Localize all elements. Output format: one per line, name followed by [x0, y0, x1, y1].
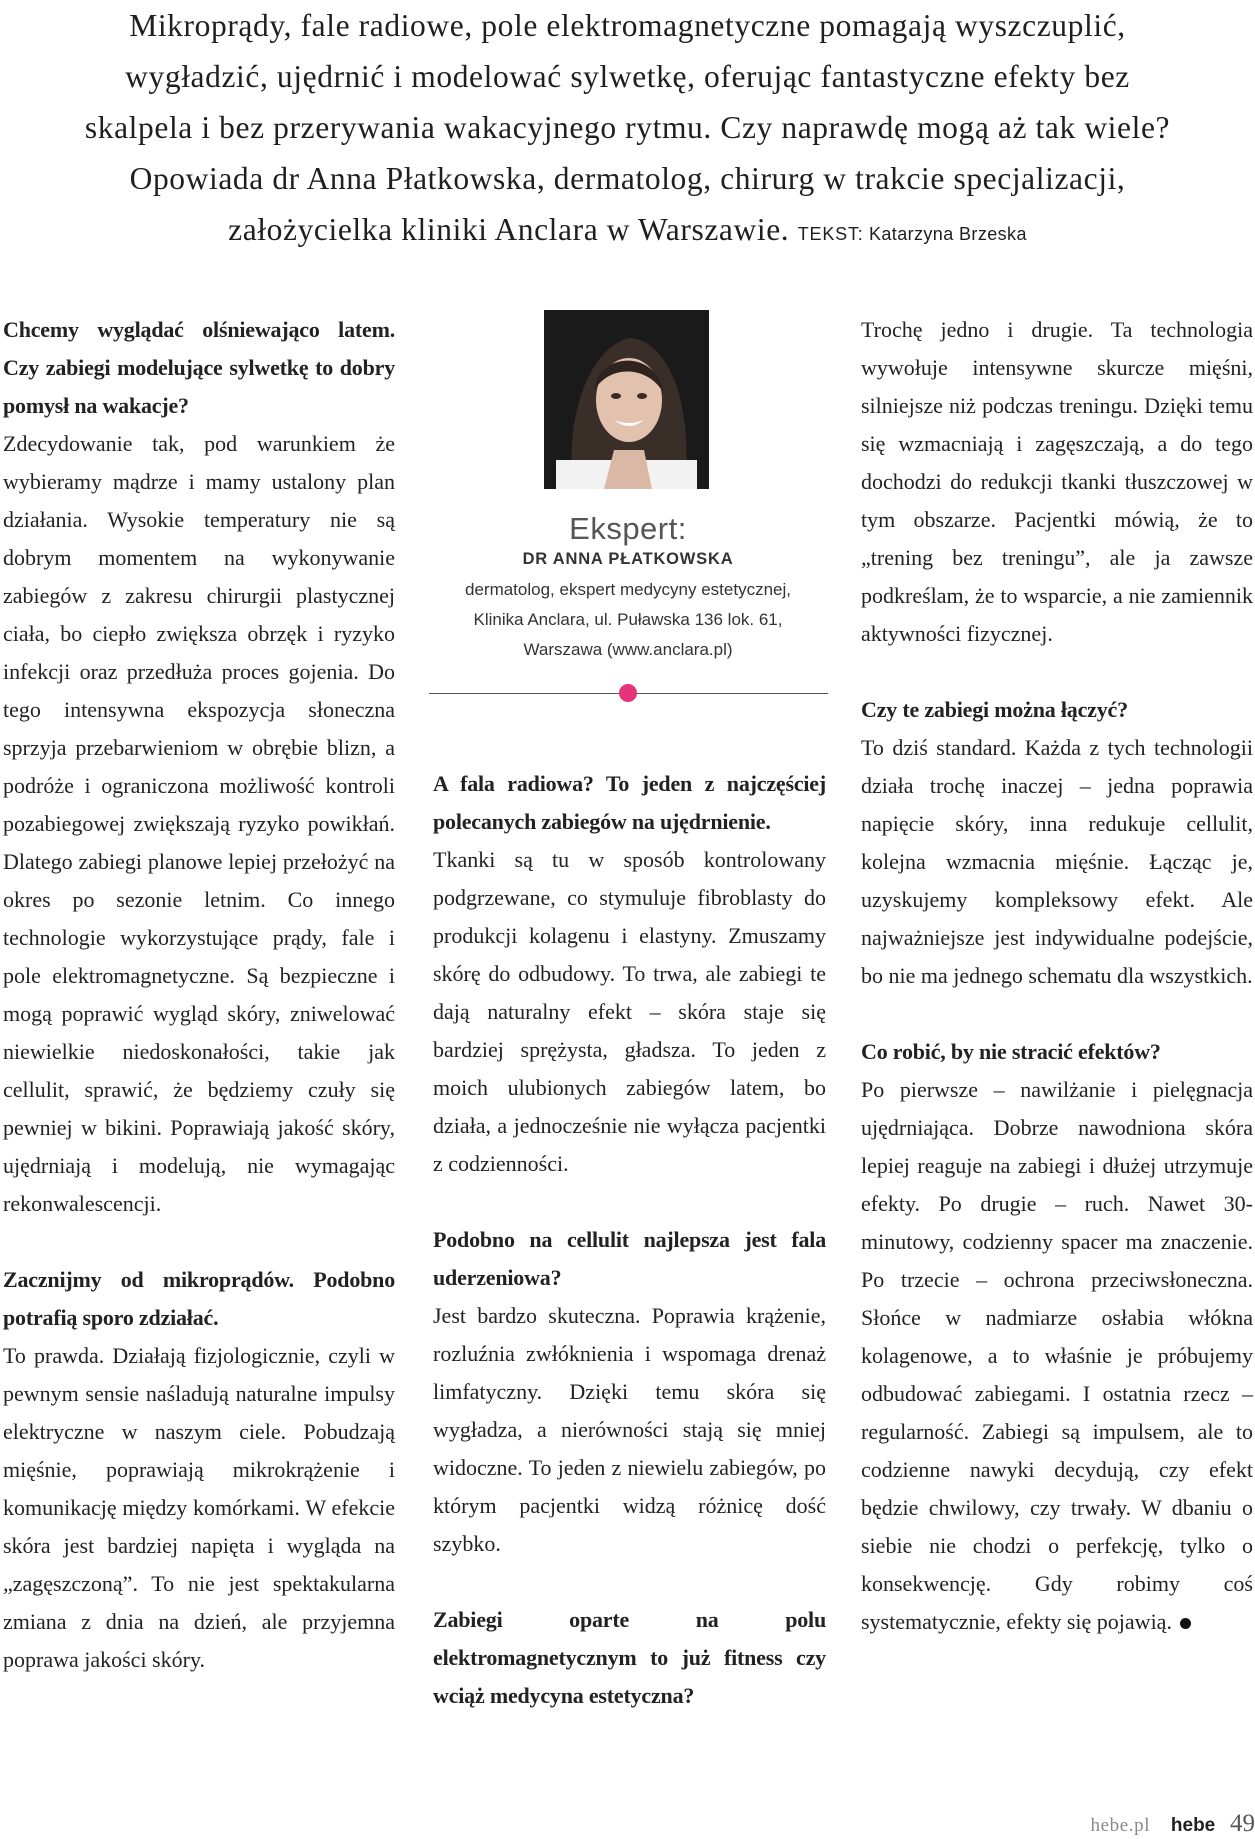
expert-photo — [544, 310, 709, 489]
end-mark-icon — [1180, 1618, 1191, 1629]
answer: Po pierwsze – nawilżanie i pielęgnacja ujędrniająca. Dobrze nawodniona skóra lepiej reaguje na zabiegi i dłużej utrzymuje efekty. Po drugie – ruch. Nawet 30-minutowy, codzienny spacer ma znaczenie. Po trzecie – ochrona przeciwsłoneczna. Słońce w nadmiarze osłabia włókna kolagenowe, a to właśnie je próbujemy odbudować zabiegami. I ostatnia rzecz – regularność. Zabiegi są impulsem, ale to codzienne nawyki decydują, czy efekt będzie chwilowy, czy trwały. W dbaniu o siebie nie chodzi o perfekcję, tylko o konsekwencję. Gdy robimy coś systematycznie, efekty się pojawią. — [861, 1077, 1253, 1634]
divider-dot — [619, 684, 637, 702]
question: Podobno na cellulit najlepsza jest fala uderzeniowa? — [433, 1227, 826, 1290]
page-number: 49 — [1230, 1810, 1255, 1837]
author-credit — [798, 224, 1027, 244]
question: Chcemy wyglądać olśniewająco latem. Czy zabiegi modelujące sylwetkę to dobry pomysł na wakacje? — [3, 317, 395, 418]
expert-desc-line: Warszawa (www.anclara.pl) — [523, 640, 733, 659]
answer-final — [861, 1071, 1253, 1641]
expert-desc-line: dermatolog, ekspert medycyny estetycznej, — [465, 580, 791, 599]
answer: Tkanki są tu w sposób kontrolowany podgrzewane, co stymuluje fibroblasty do produkcji kolagenu i elastyny. Zmuszamy skórę do odbudowy. To trwa, ale zabiegi te dają naturalny efekt – skóra staje się bardziej sprężysta, gładsza. To jeden z moich ulubionych zabiegów latem, bo działa, a jednocześnie nie wyłącza pacjentki z codzienności. — [433, 847, 826, 1176]
footer-site: hebe.pl — [1090, 1815, 1151, 1836]
article-intro — [14, 0, 1241, 260]
expert-name: DR ANNA PŁATKOWSKA — [522, 550, 734, 568]
answer: Trochę jedno i drugie. Ta technologia wywołuje intensywne skurcze mięśni, silniejsze niż podczas treningu. Dzięki temu się wzmacniają i zagęszczają, a do tego dochodzi do redukcji tkanki tłuszczowej w tym obszarze. Pacjentki mówią, że to „trening bez treningu”, ale ja zawsze podkreślam, że to wsparcie, a nie zamiennik aktywności fizycznej. — [861, 317, 1253, 646]
intro-line: wygładzić, ujędrnić i modelować sylwetkę, oferując fantastyczne efekty bez — [125, 59, 1130, 94]
intro-line: Mikroprądy, fale radiowe, pole elektromagnetyczne pomagają wyszczuplić, — [129, 8, 1126, 43]
question: Zacznijmy od mikroprądów. Podobno potrafią sporo zdziałać. — [3, 1267, 395, 1330]
column-middle — [433, 765, 826, 1715]
credit-label: TEKST: — [797, 224, 864, 244]
expert-desc-line: Klinika Anclara, ul. Puławska 136 lok. 61, — [473, 610, 783, 629]
intro-line: założycielka kliniki Anclara w Warszawie. — [228, 212, 790, 247]
answer: Jest bardzo skuteczna. Poprawia krążenie, rozluźnia zwłóknienia i wspomaga drenaż limfatyczny. Dzięki temu skóra się wygładza, a nierówności stają się mniej widoczne. To jeden z niewielu zabiegów, po którym pacjentki widzą różnicę dość szybko. — [433, 1303, 826, 1556]
question: A fala radiowa? To jeden z najczęściej polecanych zabiegów na ujędrnienie. — [433, 771, 826, 834]
credit-author: Katarzyna Brzeska — [868, 224, 1027, 244]
answer: To dziś standard. Każda z tych technologii działa trochę inaczej – jedna poprawia napięcie skóry, inna redukuje cellulit, kolejna wzmacnia mięśnie. Łącząc je, uzyskujemy kompleksowy efekt. Ale najważniejsze jest indywidualne podejście, bo nie ma jednego schematu dla wszystkich. — [861, 735, 1253, 988]
expert-title: Ekspert: — [569, 511, 687, 546]
page-footer — [1091, 1810, 1255, 1838]
expert-box — [428, 310, 828, 699]
answer: Zdecydowanie tak, pod warunkiem że wybieramy mądrze i mamy ustalony plan działania. Wysokie temperatury nie są dobrym momentem na wykonywanie zabiegów z zakresu chirurgii plastycznej ciała, bo ciepło zwiększa obrzęk i ryzyko infekcji oraz przedłuża proces gojenia. Do tego intensywna ekspozycja słoneczna sprzyja przebarwieniom w obrębie blizn, a podróże i ograniczona możliwość kontroli pozabiegowej zwiększają ryzyko powikłań. Dlatego zabiegi planowe lepiej przełożyć na okres po sezonie letnim. Co innego technologie wykorzystujące prądy, fale i pole elektromagnetyczne. Są bezpieczne i mogą poprawić wygląd skóry, zniwelować niewielkie niedoskonałości, takie jak cellulit, sprawić, że będziemy czuły się pewniej w bikini. Poprawiają jakość skóry, ujędrniają i modelują, nie wymagając rekonwalescencji. — [3, 431, 395, 1216]
column-left — [3, 311, 395, 1679]
column-right — [861, 311, 1253, 1641]
question: Czy te zabiegi można łączyć? — [861, 697, 1128, 722]
expert-description — [428, 575, 828, 665]
question: Co robić, by nie stracić efektów? — [861, 1039, 1161, 1064]
footer-brand-logo: hebe — [1170, 1815, 1216, 1836]
portrait-image — [544, 310, 709, 489]
intro-line: skalpela i bez przerywania wakacyjnego rytmu. Czy naprawdę mogą aż tak wiele? — [84, 110, 1171, 145]
divider — [428, 687, 828, 699]
answer: To prawda. Działają fizjologicznie, czyli w pewnym sensie naśladują naturalne impulsy elektryczne w naszym ciele. Pobudzają mięśnie, poprawiają mikrokrążenie i komunikację między komórkami. W efekcie skóra jest bardziej napięta i wygląda na „zagęszczoną”. To nie jest spektakularna zmiana z dnia na dzień, ale przyjemna poprawa jakości skóry. — [3, 1343, 395, 1672]
intro-line-last — [14, 204, 1241, 260]
intro-line: Opowiada dr Anna Płatkowska, dermatolog, chirurg w trakcie specjalizacji, — [129, 161, 1126, 196]
question: Zabiegi oparte na polu elektromagnetycznym to już fitness czy wciąż medycyna estetyczna? — [433, 1607, 826, 1708]
